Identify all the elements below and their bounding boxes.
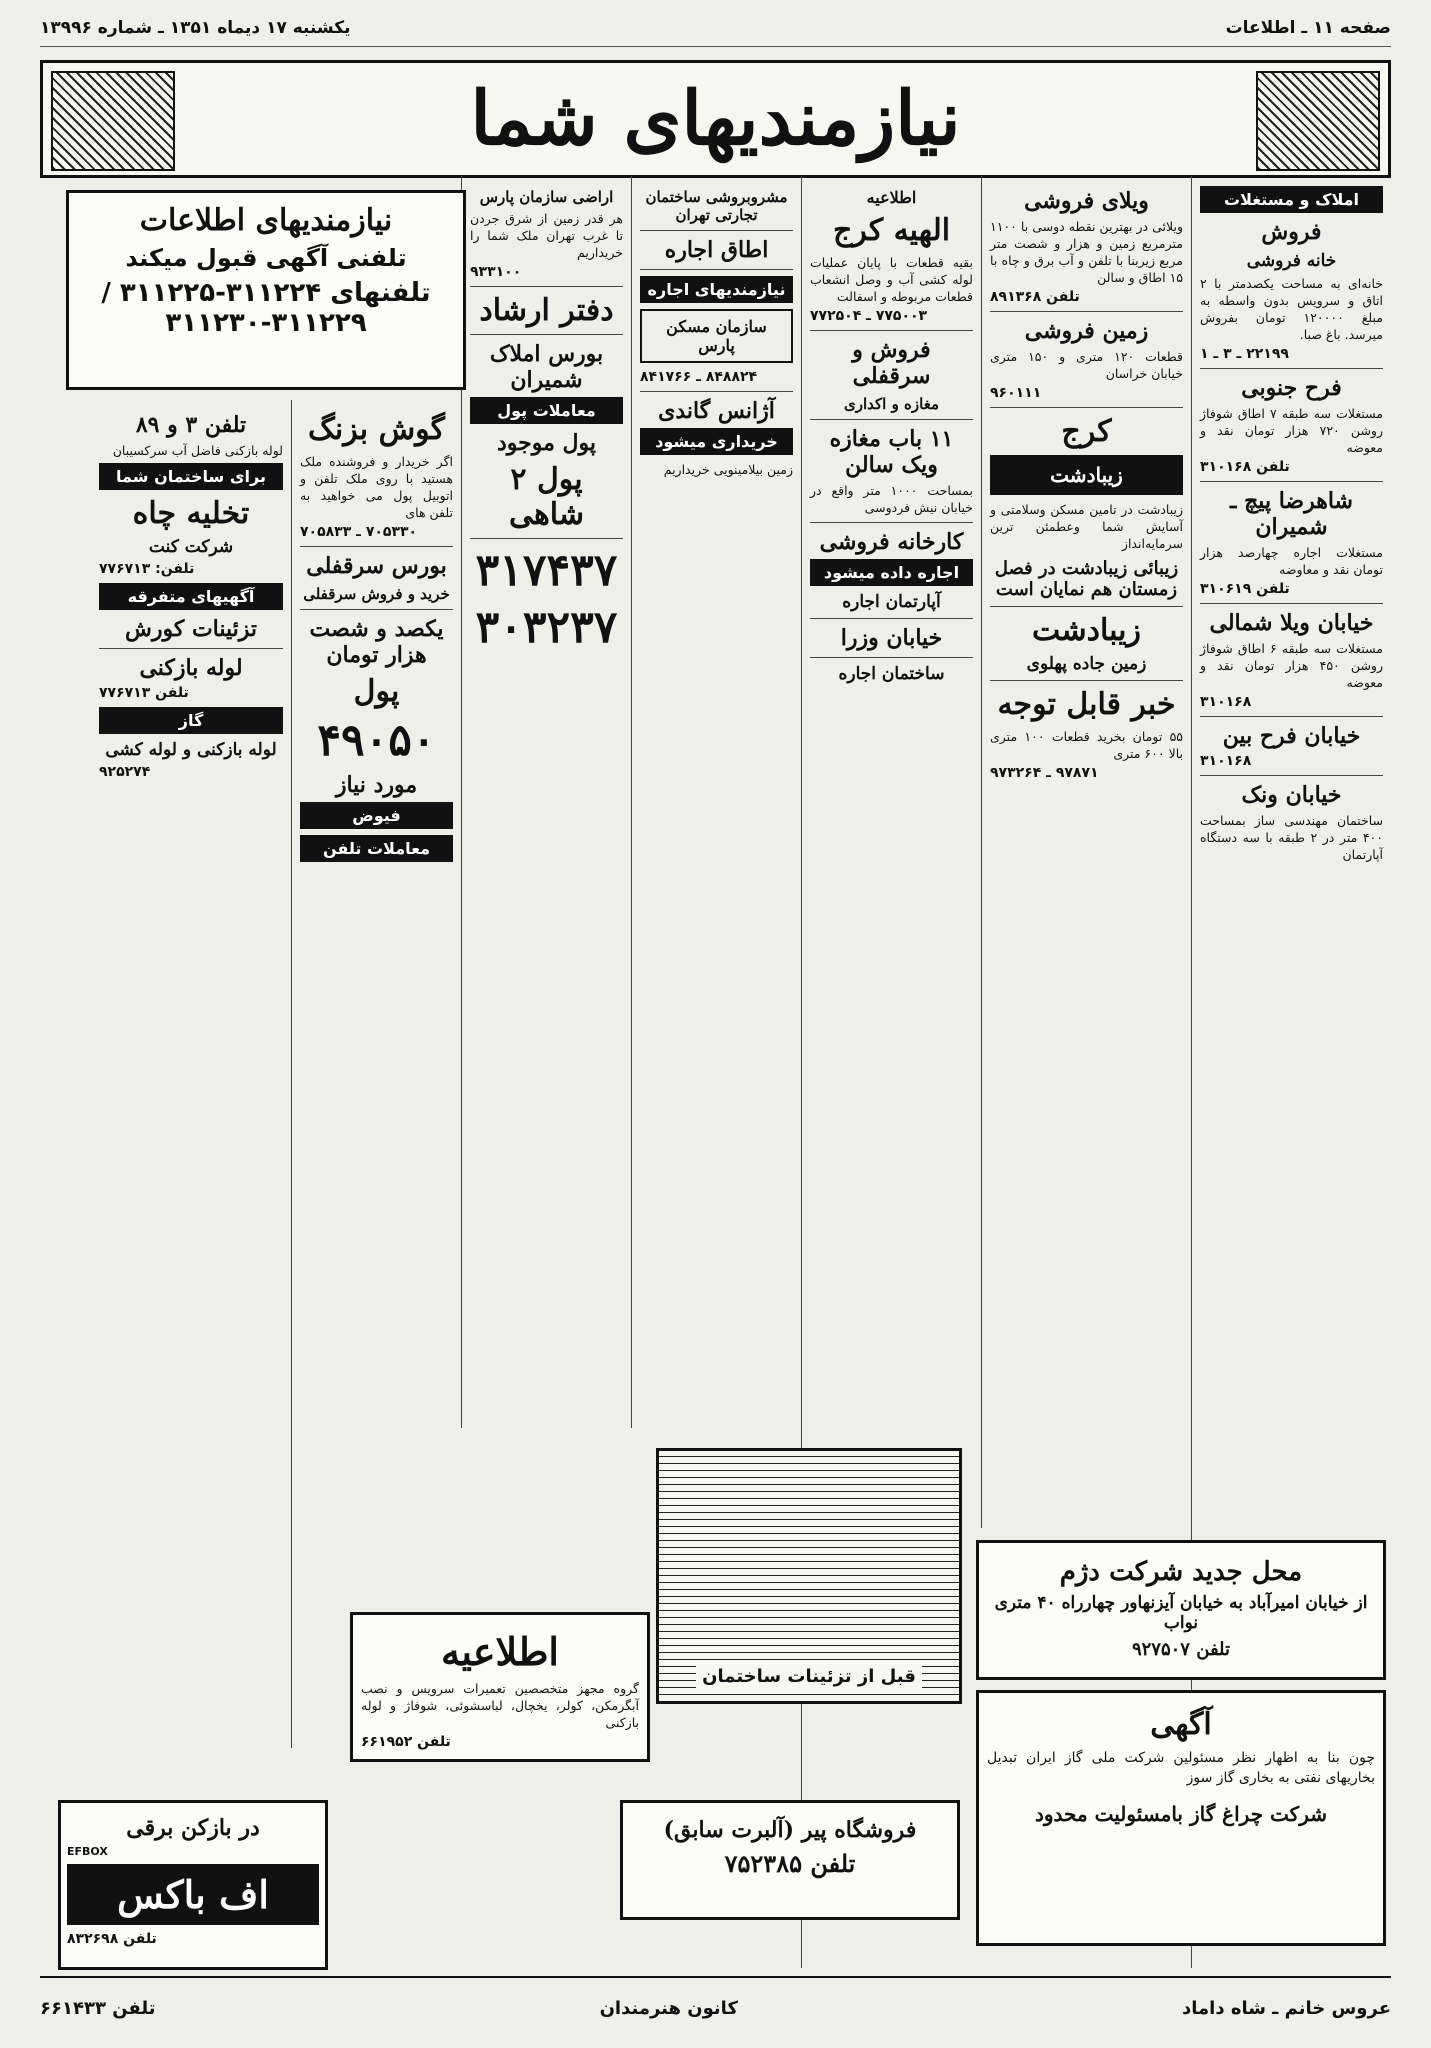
ad-phone: ۹۶۰۱۱۱: [990, 385, 1042, 401]
brand-logo: زیبادشت: [990, 455, 1183, 495]
ad-head: مشروبروشی ساختمان تجارتی تهران: [645, 188, 788, 224]
column-villa: [981, 176, 1191, 1528]
ad-text: از خیابان امیرآباد به خیابان آیزنهاور چهارراه ۴۰ متری نواب: [994, 1593, 1368, 1633]
ad-subtitle: خرید و فروش سرقفلی: [303, 585, 450, 603]
ad-title: خیابان فرح بین: [1222, 723, 1361, 749]
ad-title: پول: [353, 674, 400, 709]
ad-title: اطلاعیه: [441, 1629, 559, 1674]
ad-title: خیابان وزرا: [840, 625, 943, 651]
ad-title: فروش: [1261, 219, 1322, 245]
section-head: برای ساختمان شما: [99, 463, 283, 490]
ad-title: محل جدید شرکت دژم: [1059, 1557, 1303, 1587]
ad-phone: ۹۷۸۷۱ ـ ۹۷۳۲۶۴: [990, 765, 1099, 781]
ad-text: زمین بیلامینویی خریداریم: [663, 462, 793, 477]
ad-title: زیبادشت: [1032, 613, 1141, 648]
ad-text: قطعات ۱۲۰ متری و ۱۵۰ متری خیابان خراسان: [990, 349, 1184, 381]
ad-text: هر قدر زمین از شرق جردن تا غرب تهران ملک شما را خریداریم: [470, 211, 623, 260]
ad-text: لوله بازکنی فاضل آب سرکسیبان: [112, 443, 283, 458]
ad-phone: ۳۱۰۱۶۸: [1200, 753, 1252, 769]
ad-phone: ۷۰۵۳۳۰ ـ ۷۰۵۸۳۳: [300, 524, 418, 540]
ad-head: اطلاعیه: [866, 188, 917, 207]
ad-phone: ۹۲۵۲۷۴: [99, 764, 151, 780]
page-label: صفحه ۱۱ ـ اطلاعات: [1225, 18, 1391, 38]
ad-title: ویلای فروشی: [1024, 188, 1149, 214]
ad-title: اطاق اجاره: [664, 237, 769, 263]
new-office-ad: [976, 1540, 1386, 1680]
ad-title: لوله بازکنی و لوله کشی: [105, 740, 277, 760]
banner-title: نیازمندیهای شما: [470, 76, 961, 162]
ad-text: بمساحت ۱۰۰۰ متر واقع در خیابان نیش فردوسی: [810, 483, 974, 515]
ad-title: الهیه کرج: [832, 213, 951, 248]
ad-title: خبر قابل توجه: [997, 687, 1176, 722]
shoppers-illustration-icon: [51, 71, 175, 171]
ad-big-number: ۳۰۳۲۳۷: [475, 602, 618, 653]
section-head: معاملات تلفن: [300, 835, 453, 862]
ad-subtitle: زمین جاده پهلوی: [1026, 654, 1147, 674]
ad-text: مستغلات سه طبقه ۶ اطاق شوفاژ روشن ۴۵۰ هزار تومان نقد و معوضه: [1200, 641, 1383, 690]
ad-footer: شرکت چراغ گاز بامسئولیت محدود: [1034, 1802, 1327, 1826]
ad-text: اگر خریدار و فروشنده ملک هستید با روی ملک تلفن و اتوبیل پول می خواهید به تلفن های: [300, 454, 453, 520]
ad-text: چون بنا به اظهار نظر مسئولین شرکت ملی گاز ایران تبدیل بخاریهای نفتی به بخاری گاز سوز: [987, 1750, 1375, 1786]
footer-right: عروس خانم ـ شاه داماد: [1182, 1997, 1391, 2019]
ad-title: فرح جنوبی: [1241, 375, 1342, 401]
ad-title: فروشگاه پیر (آلبرت سابق): [663, 1817, 917, 1843]
ad-subtitle: مغازه و اکداری: [844, 395, 939, 413]
ad-title: آگهی: [1150, 1707, 1212, 1742]
ad-text: ۵۵ تومان بخرید قطعات ۱۰۰ متری بالا ۶۰۰ متری: [990, 729, 1184, 761]
ad-subtitle: شرکت کنت: [148, 537, 234, 557]
footer-phone: تلفن ۶۶۱۴۳۳: [40, 1997, 156, 2019]
ad-phone: ۳۱۰۱۶۸: [1200, 694, 1252, 710]
section-head: نیازمندیهای اجاره: [640, 276, 793, 303]
ad-title: خیابان ونک: [1241, 782, 1342, 808]
ad-phone: ۸۴۸۸۲۴ ـ ۸۴۱۷۶۶: [640, 369, 758, 385]
section-head: خریداری میشود: [640, 428, 793, 455]
ad-title: کارخانه فروشی: [819, 529, 964, 555]
ad-title: بورس سرقفلی: [306, 553, 447, 579]
ad-label: قبل از تزئینات ساختمان: [696, 1662, 922, 1691]
section-banner: [40, 60, 1391, 178]
ad-title: دفتر ارشاد: [479, 293, 614, 328]
peer-store-ad: [620, 1800, 960, 1920]
issue-date: یکشنبه ۱۷ دیماه ۱۳۵۱ ـ شماره ۱۳۹۹۶: [40, 18, 351, 38]
ad-big-number: ۳۱۷۴۳۷: [475, 545, 618, 596]
footer-middle: کانون هنرمندان: [599, 1997, 738, 2019]
brand-en: EFBOX: [67, 1845, 108, 1858]
column-services: [91, 400, 291, 1748]
ad-text: مستغلات اجاره چهارصد هزار تومان نقد و معاوضه: [1200, 545, 1383, 577]
ad-title: تلفن ۳ و ۸۹: [135, 412, 247, 438]
ad-big-number: ۴۹۰۵۰: [317, 715, 436, 766]
ad-title: لوله بازکنی: [139, 655, 243, 681]
section-head: اجاره داده میشود: [810, 559, 973, 586]
ad-phone: ۲۲۱۹۹ ـ ۳ ـ ۱: [1200, 346, 1289, 362]
ad-phone: تلفن ۶۶۱۹۵۲: [361, 1734, 451, 1750]
ad-title: ساختمان اجاره: [838, 664, 945, 684]
ad-title: آژانس گاندی: [658, 398, 775, 424]
page-header: [40, 10, 1391, 47]
ad-phone: تلفن ۳۱۰۱۶۸: [1200, 459, 1290, 475]
repair-notice-ad: [350, 1612, 650, 1762]
section-head: گاز: [99, 707, 283, 734]
section-head: املاک و مستغلات: [1200, 186, 1383, 213]
ad-title: ۱۱ باب مغازه ویک سالن: [829, 426, 954, 478]
section-head: فیوض: [300, 802, 453, 829]
ad-title: آپارتمان اجاره: [842, 592, 941, 612]
family-illustration-icon: [1256, 71, 1380, 171]
column-money: [461, 176, 631, 1428]
ad-title: یکصد و شصت هزار تومان: [309, 616, 444, 668]
ad-title: فروش و سرقفلی: [852, 337, 931, 389]
ad-subtitle: خانه فروشی: [1246, 251, 1337, 271]
ad-text: بقیه قطعات با پایان عملیات لوله کشی آب و وصل انشعاب قطعات مربوطه و اسفالت: [810, 255, 973, 304]
ad-title: پول ۲ شاهی: [508, 462, 585, 532]
ad-title: گوش بزنگ: [308, 412, 445, 447]
ad-text: مستغلات سه طبقه ۷ اطاق شوفاژ روشن ۷۲۰ هزار تومان نقد و معوضه: [1200, 406, 1383, 455]
ad-title: شاهرضا پیچ ـ شمیران: [1230, 488, 1353, 540]
ad-head: اراضی سازمان پارس: [479, 188, 614, 206]
section-head: آگهیهای متفرقه: [99, 583, 283, 610]
brand-logo: اف باکس: [67, 1864, 319, 1925]
ad-title: سازمان مسکن پارس: [640, 309, 793, 363]
ad-text: ساختمان مهندسی ساز بمساحت ۴۰۰ متر در ۲ طبقه با سه دستگاه آپارتمان: [1200, 813, 1383, 862]
ad-phone: تلفن: ۷۷۶۷۱۳: [99, 561, 195, 577]
ad-phone: ۹۳۳۱۰۰: [470, 264, 522, 280]
ad-phone: تلفن ۸۹۱۳۶۸: [990, 289, 1080, 305]
ad-phone: تلفن ۷۵۲۳۸۵: [724, 1849, 856, 1878]
ad-title: زیبائی زیبادشت در فصل زمستان هم نمایان است: [994, 558, 1179, 600]
ad-phone: تلفنهای ۳۱۱۲۲۴-۳۱۱۲۲۵ / ۳۱۱۲۲۹-۳۱۱۲۳۰: [101, 278, 431, 338]
ad-title: پول موجود: [496, 430, 597, 456]
ad-title: در بازکن برقی: [126, 1815, 260, 1841]
ad-title: بورس املاک شمیران: [489, 341, 604, 393]
ad-phone: ۷۷۵۰۰۳ ـ ۷۷۲۵۰۴: [810, 308, 928, 324]
ad-subtitle: تلفنی آگهی قبول میکند: [125, 244, 407, 272]
ad-phone: تلفن ۷۷۶۷۱۳: [99, 685, 189, 701]
ad-text: زیبادشت ‌در تامین مسکن وسلامتی و آسایش شما وعطمئن ترین سرمایه‌انداز: [990, 502, 1183, 551]
ad-phone: تلفن ۹۲۷۵۰۷: [1131, 1639, 1231, 1660]
ad-title: تخلیه چاه: [132, 496, 250, 531]
gas-notice-ad: [976, 1690, 1386, 1946]
column-rentals: [631, 176, 801, 1428]
ad-text: خانه‌ای به مساحت یکصدمتر با ۲ اتاق و سرویس بدون واسطه به مبلغ ۱۲۰۰۰۰ تومان بفروش میرسد. باغ صبا.: [1200, 276, 1383, 342]
afbox-door-opener-ad: [58, 1800, 328, 1970]
ad-text: ویلائی در بهترین نقطه دوسی با ۱۱۰۰ مترمربع زمین و هزار و شصت متر مربع زیربنا با تلفن و آب برق و چاه با ۱۵ اطاق و سالن: [990, 219, 1183, 285]
ad-title: خیابان ویلا شمالی: [1209, 610, 1374, 636]
page-footer: [40, 1976, 1391, 2038]
ad-phone: تلفن ۸۳۲۶۹۸: [67, 1931, 157, 1947]
ad-phone: تلفن ۳۱۰۶۱۹: [1200, 581, 1290, 597]
ad-text: گروه مجهز متخصصین تعمیرات سرویس و نصب آبگرمکن، کولر، یخچال، لباسشوئی، شوفاژ و لوله بازکنی: [361, 1681, 639, 1730]
ad-title: نیازمندیهای اطلاعات: [139, 203, 393, 238]
ad-title: مورد نیاز: [335, 772, 418, 798]
decoration-ad: [656, 1448, 962, 1704]
column-goosh: [291, 400, 461, 1748]
ad-title: تزئینات کورش: [124, 616, 258, 642]
section-head: معاملات پول: [470, 397, 623, 424]
ad-title: کرج: [1061, 414, 1112, 449]
ettelaat-classifieds-ad: [66, 190, 466, 390]
ad-title: زمین فروشی: [1024, 318, 1149, 344]
